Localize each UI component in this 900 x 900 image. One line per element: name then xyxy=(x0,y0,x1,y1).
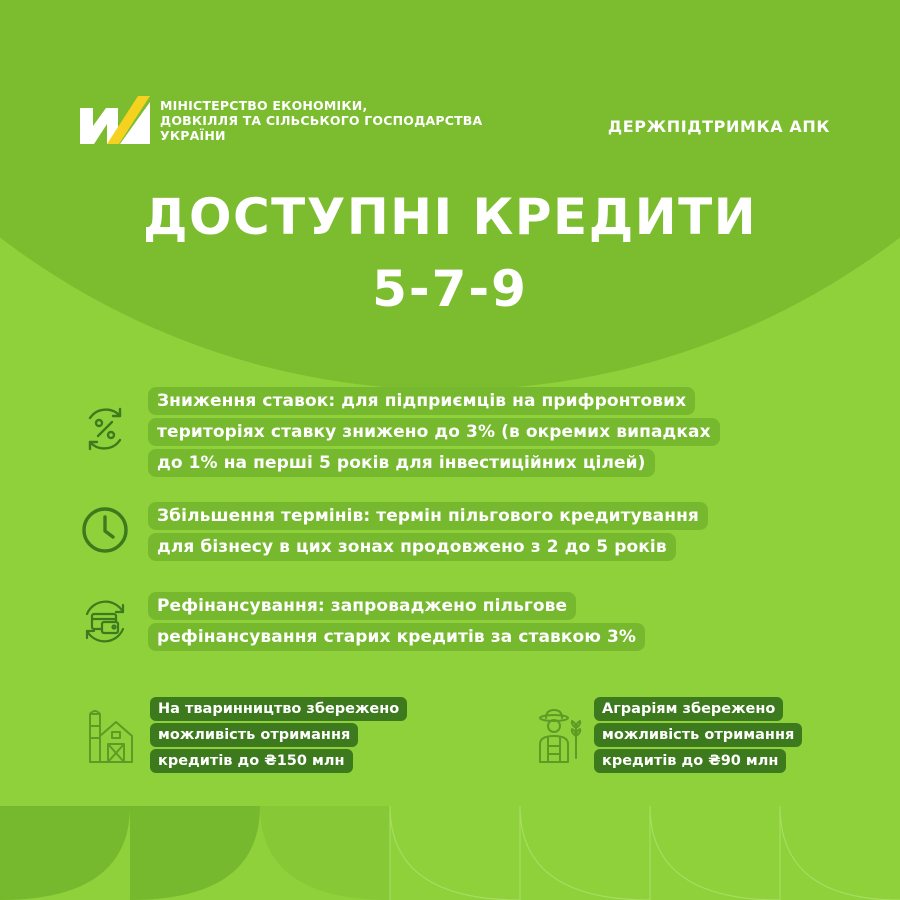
benefit-line: Збільшення термінів: термін пільгового кредитування xyxy=(148,502,708,530)
decorative-leaf-pattern xyxy=(0,806,900,900)
card-refinance-icon xyxy=(80,596,130,646)
clock-icon xyxy=(80,505,130,555)
ministry-name xyxy=(160,98,482,143)
page-subtitle: 5-7-9 xyxy=(372,260,528,318)
farmers-credit-box xyxy=(594,697,802,775)
benefit-line: для бізнесу в цих зонах продовжено з 2 до 5 років xyxy=(148,533,676,561)
percent-cycle-icon xyxy=(80,404,130,454)
benefit-line: Рефінансування: запроваджено пільгове xyxy=(148,592,576,620)
box-line: На тваринництво збережено xyxy=(150,697,407,721)
box-line: кредитів до ₴150 млн xyxy=(150,749,353,773)
program-label: ДЕРЖПІДТРИМКА АПК xyxy=(607,117,830,136)
barn-icon xyxy=(86,708,138,764)
livestock-credit-box xyxy=(150,697,407,775)
farmer-icon xyxy=(534,708,586,764)
benefit-term-extension xyxy=(148,502,708,564)
benefit-line: до 1% на перші 5 років для інвестиційних цілей) xyxy=(148,449,655,477)
benefit-line: рефінансування старих кредитів за ставкою 3% xyxy=(148,623,645,651)
box-line: можливість отримання xyxy=(150,723,358,747)
ministry-logo-icon xyxy=(80,86,150,144)
page-title: ДОСТУПНІ КРЕДИТИ xyxy=(142,188,758,246)
box-line: можливість отримання xyxy=(594,723,802,747)
ministry-line: УКРАЇНИ xyxy=(160,128,226,143)
benefit-line: територіях ставку знижено до 3% (в окремих випадках xyxy=(148,418,720,446)
ministry-line: МІНІСТЕРСТВО ЕКОНОМІКИ, xyxy=(160,98,368,113)
ministry-line: ДОВКІЛЛЯ ТА СІЛЬСЬКОГО ГОСПОДАРСТВА xyxy=(160,113,483,128)
benefit-rate-reduction xyxy=(148,387,720,480)
benefit-line: Зниження ставок: для підприємців на прифронтових xyxy=(148,387,695,415)
box-line: кредитів до ₴90 млн xyxy=(594,749,786,773)
benefit-refinancing xyxy=(148,592,645,654)
box-line: Аграріям збережено xyxy=(594,697,783,721)
